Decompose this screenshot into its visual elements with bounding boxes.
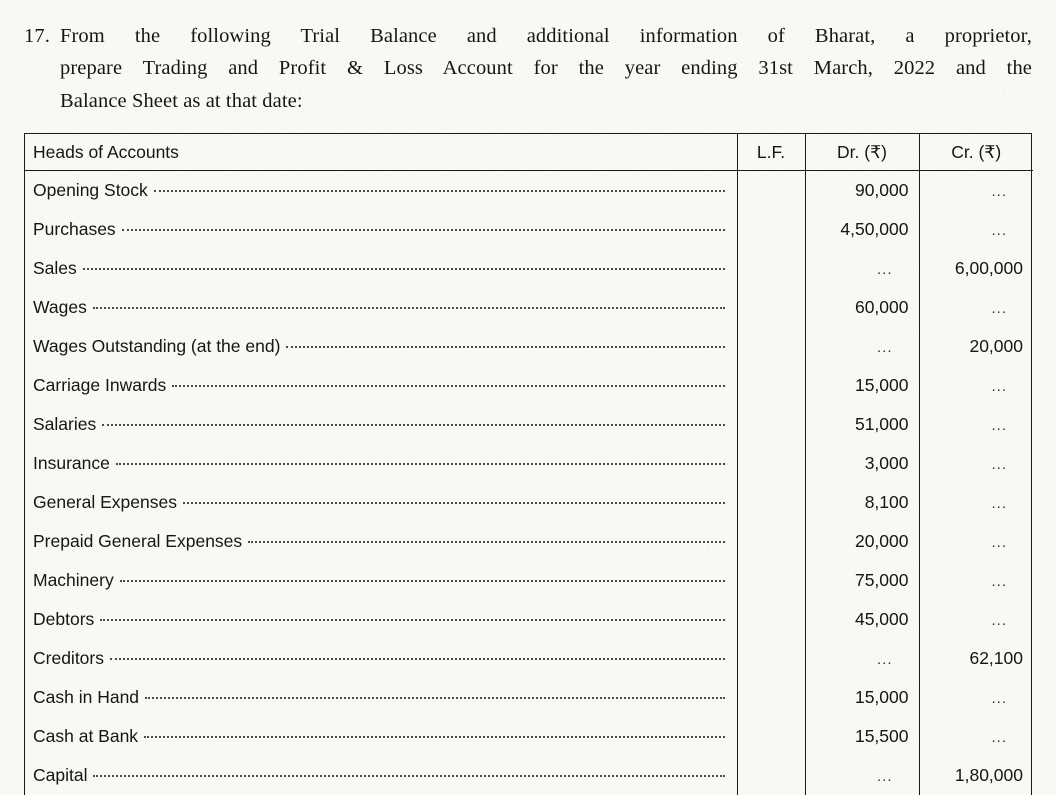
credit-cell: ...	[919, 600, 1033, 639]
credit-cell: ...	[919, 366, 1033, 405]
dotted-leader	[248, 540, 724, 543]
debit-cell: 4,50,000	[805, 210, 919, 249]
account-name-cell	[25, 171, 737, 211]
account-name-cell	[25, 366, 737, 405]
account-name-cell	[25, 249, 737, 288]
account-name-cell	[25, 444, 737, 483]
table-row	[25, 600, 1033, 639]
account-name: Cash at Bank	[33, 726, 139, 747]
lf-cell	[737, 249, 805, 288]
lf-cell	[737, 366, 805, 405]
account-name-cell	[25, 405, 737, 444]
credit-cell: ...	[919, 717, 1033, 756]
question-block	[24, 20, 1032, 117]
debit-cell: ...	[805, 327, 919, 366]
credit-cell: 6,00,000	[919, 249, 1033, 288]
debit-cell: ...	[805, 756, 919, 795]
table-row	[25, 288, 1033, 327]
table-row	[25, 678, 1033, 717]
table-row	[25, 522, 1033, 561]
debit-cell: 51,000	[805, 405, 919, 444]
dotted-leader	[122, 228, 725, 231]
credit-cell: ...	[919, 678, 1033, 717]
lf-cell	[737, 483, 805, 522]
table-row	[25, 366, 1033, 405]
account-name: Insurance	[33, 453, 110, 474]
question-text	[60, 20, 1032, 117]
account-name: Wages Outstanding (at the end)	[33, 336, 281, 357]
lf-cell	[737, 444, 805, 483]
lf-cell	[737, 522, 805, 561]
account-name: Creditors	[33, 648, 104, 669]
debit-cell: 20,000	[805, 522, 919, 561]
account-name: Capital	[33, 765, 88, 786]
table-row	[25, 717, 1033, 756]
account-name-cell	[25, 561, 737, 600]
table-row	[25, 756, 1033, 795]
debit-cell: 75,000	[805, 561, 919, 600]
dotted-leader	[93, 774, 724, 777]
credit-cell: ...	[919, 444, 1033, 483]
account-name-cell	[25, 483, 737, 522]
lf-cell	[737, 600, 805, 639]
account-name: Purchases	[33, 219, 116, 240]
credit-cell: 62,100	[919, 639, 1033, 678]
credit-cell: 1,80,000	[919, 756, 1033, 795]
trial-balance-table-wrap	[24, 133, 1032, 795]
lf-cell	[737, 210, 805, 249]
account-name: Carriage Inwards	[33, 375, 167, 396]
lf-cell	[737, 288, 805, 327]
column-header-dr: Dr. (₹)	[805, 134, 919, 171]
dotted-leader	[183, 501, 725, 504]
account-name: Wages	[33, 297, 87, 318]
dotted-leader	[154, 189, 725, 192]
table-header-row	[25, 134, 1033, 171]
account-name-cell	[25, 717, 737, 756]
credit-cell: ...	[919, 171, 1033, 211]
account-name: Opening Stock	[33, 180, 148, 201]
credit-cell: ...	[919, 288, 1033, 327]
dotted-leader	[144, 735, 724, 738]
account-name-cell	[25, 600, 737, 639]
debit-cell: ...	[805, 249, 919, 288]
table-row	[25, 561, 1033, 600]
account-name-cell	[25, 522, 737, 561]
trial-balance-table	[25, 134, 1033, 795]
table-row	[25, 171, 1033, 211]
account-name-cell	[25, 639, 737, 678]
lf-cell	[737, 327, 805, 366]
table-row	[25, 405, 1033, 444]
column-header-cr: Cr. (₹)	[919, 134, 1033, 171]
lf-cell	[737, 171, 805, 211]
credit-cell: ...	[919, 483, 1033, 522]
lf-cell	[737, 639, 805, 678]
credit-cell: ...	[919, 405, 1033, 444]
debit-cell: 3,000	[805, 444, 919, 483]
dotted-leader	[102, 423, 724, 426]
dotted-leader	[116, 462, 725, 465]
question-line-2: prepare Trading and Profit & Loss Account for the year ending 31st March, 2022 and the	[60, 57, 1032, 80]
table-row	[25, 444, 1033, 483]
dotted-leader	[172, 384, 724, 387]
debit-cell: 45,000	[805, 600, 919, 639]
account-name-cell	[25, 756, 737, 795]
table-row	[25, 210, 1033, 249]
account-name: Sales	[33, 258, 77, 279]
account-name: Prepaid General Expenses	[33, 531, 243, 552]
debit-cell: ...	[805, 639, 919, 678]
account-name: Machinery	[33, 570, 114, 591]
debit-cell: 90,000	[805, 171, 919, 211]
question-line-3: Balance Sheet as at that date:	[60, 89, 303, 112]
debit-cell: 15,500	[805, 717, 919, 756]
debit-cell: 8,100	[805, 483, 919, 522]
account-name: Debtors	[33, 609, 95, 630]
lf-cell	[737, 717, 805, 756]
dotted-leader	[83, 267, 725, 270]
table-row	[25, 483, 1033, 522]
question-number: 17.	[24, 25, 50, 47]
column-header-lf: L.F.	[737, 134, 805, 171]
dotted-leader	[120, 579, 725, 582]
credit-cell: 20,000	[919, 327, 1033, 366]
dotted-leader	[145, 696, 724, 699]
dotted-leader	[286, 345, 724, 348]
lf-cell	[737, 561, 805, 600]
lf-cell	[737, 756, 805, 795]
account-name: General Expenses	[33, 492, 177, 513]
lf-cell	[737, 405, 805, 444]
debit-cell: 60,000	[805, 288, 919, 327]
account-name: Cash in Hand	[33, 687, 140, 708]
dotted-leader	[100, 618, 724, 621]
debit-cell: 15,000	[805, 678, 919, 717]
credit-cell: ...	[919, 522, 1033, 561]
table-row	[25, 327, 1033, 366]
account-name: Salaries	[33, 414, 97, 435]
dotted-leader	[93, 306, 725, 309]
account-name-cell	[25, 327, 737, 366]
lf-cell	[737, 678, 805, 717]
table-row	[25, 249, 1033, 288]
debit-cell: 15,000	[805, 366, 919, 405]
table-body	[25, 171, 1033, 795]
question-line-1: From the following Trial Balance and additional information of Bharat, a proprietor,	[60, 25, 1032, 47]
account-name-cell	[25, 678, 737, 717]
dotted-leader	[110, 657, 725, 660]
column-header-heads: Heads of Accounts	[25, 134, 737, 171]
credit-cell: ...	[919, 561, 1033, 600]
account-name-cell	[25, 288, 737, 327]
account-name-cell	[25, 210, 737, 249]
table-row	[25, 639, 1033, 678]
credit-cell: ...	[919, 210, 1033, 249]
